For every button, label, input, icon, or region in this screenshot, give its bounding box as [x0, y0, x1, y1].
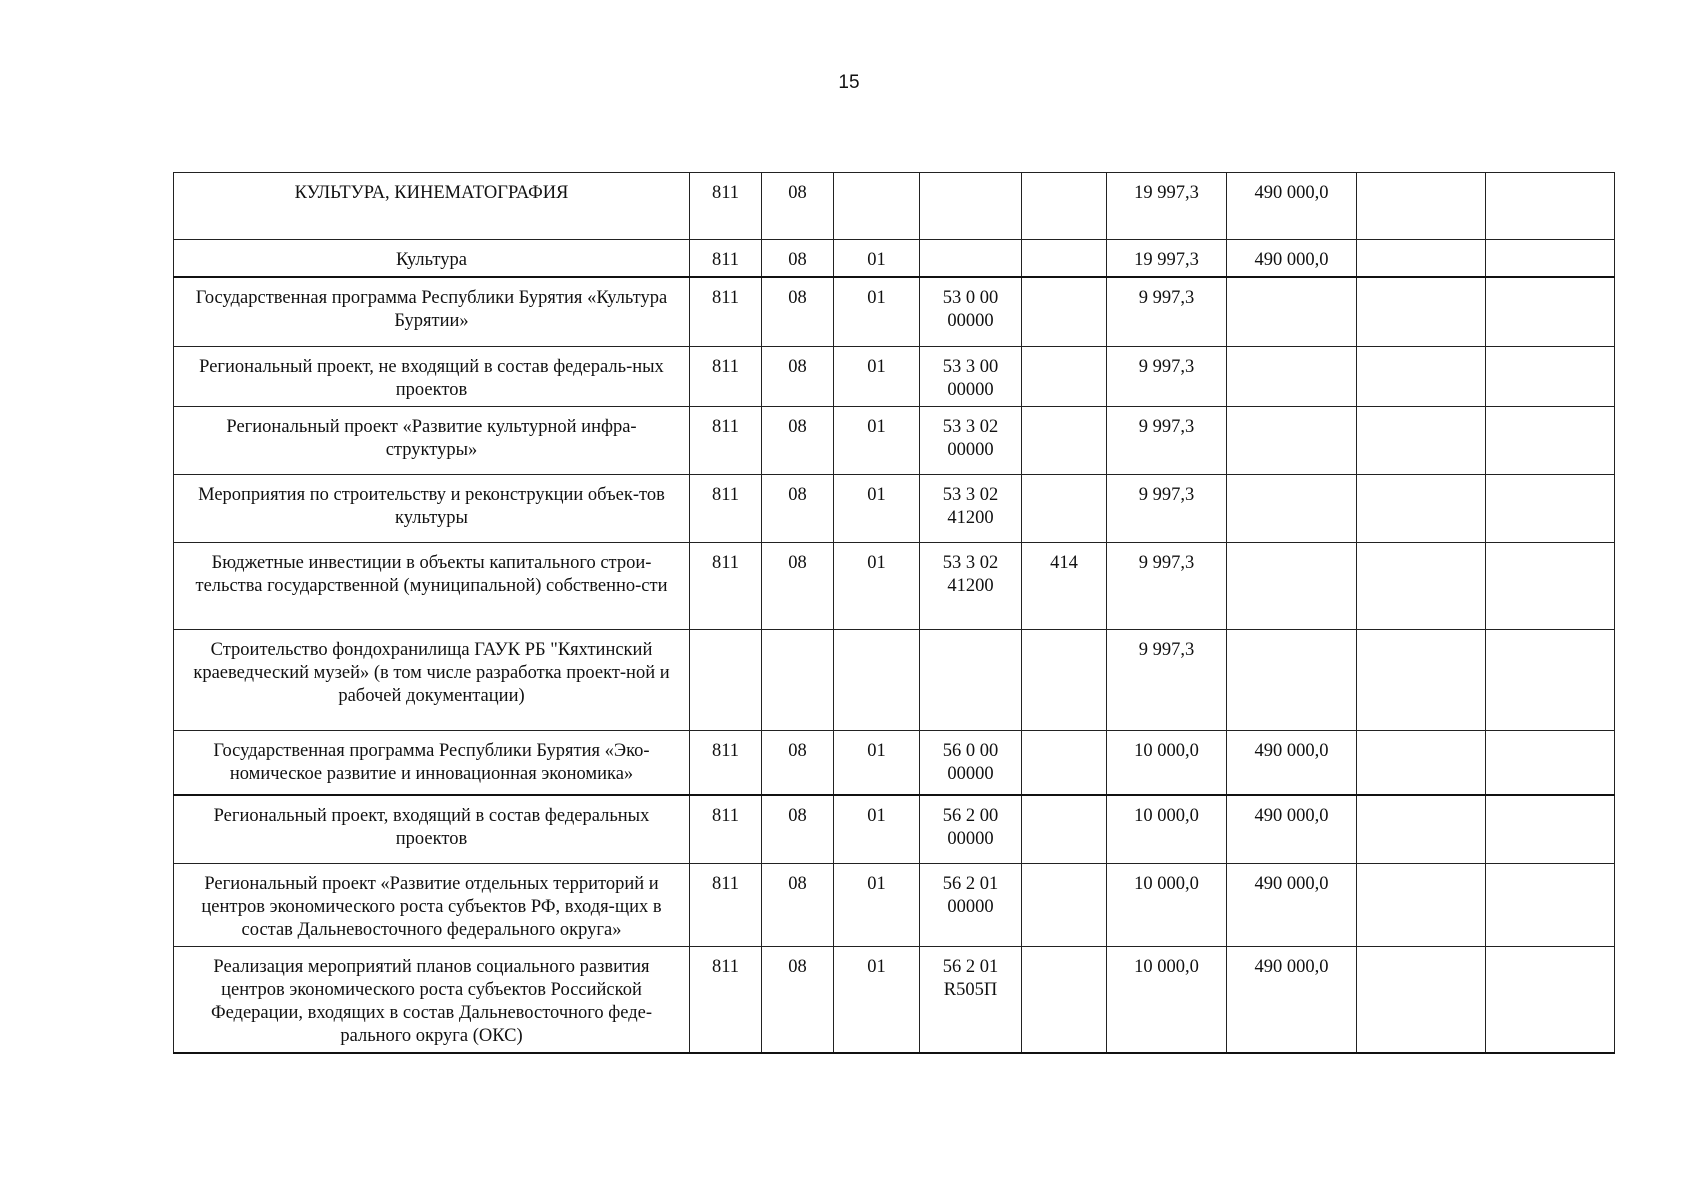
- row-name: Государственная программа Республики Бурятия «Эко-номическое развитие и инновационная экономика»: [174, 730, 690, 795]
- sum-1: 10 000,0: [1107, 730, 1227, 795]
- budget-table: [173, 172, 1615, 1054]
- subsection-code: 01: [834, 946, 920, 1053]
- ministry-code: 811: [690, 542, 762, 629]
- table-row: [174, 863, 1615, 946]
- target-code: 53 3 00 00000: [920, 346, 1022, 406]
- subsection-code: [834, 173, 920, 240]
- sum-4: [1486, 946, 1615, 1053]
- sum-1: 9 997,3: [1107, 629, 1227, 730]
- table-row: [174, 240, 1615, 278]
- expense-type-code: [1022, 406, 1107, 474]
- subsection-code: [834, 629, 920, 730]
- section-code: 08: [762, 346, 834, 406]
- target-code: [920, 240, 1022, 278]
- sum-3: [1357, 542, 1486, 629]
- sum-4: [1486, 629, 1615, 730]
- sum-2: [1227, 277, 1357, 346]
- section-code: 08: [762, 240, 834, 278]
- sum-2: 490 000,0: [1227, 946, 1357, 1053]
- sum-1: 9 997,3: [1107, 346, 1227, 406]
- sum-2: [1227, 346, 1357, 406]
- sum-3: [1357, 277, 1486, 346]
- sum-4: [1486, 240, 1615, 278]
- row-name: Региональный проект, входящий в состав федеральных проектов: [174, 795, 690, 863]
- sum-2: 490 000,0: [1227, 730, 1357, 795]
- sum-4: [1486, 173, 1615, 240]
- section-code: 08: [762, 542, 834, 629]
- expense-type-code: 414: [1022, 542, 1107, 629]
- target-code: 56 2 00 00000: [920, 795, 1022, 863]
- sum-4: [1486, 474, 1615, 542]
- page-number: 15: [838, 72, 860, 93]
- table-row: [174, 406, 1615, 474]
- sum-1: 19 997,3: [1107, 173, 1227, 240]
- expense-type-code: [1022, 240, 1107, 278]
- section-code: 08: [762, 173, 834, 240]
- ministry-code: 811: [690, 795, 762, 863]
- sum-1: 9 997,3: [1107, 542, 1227, 629]
- section-code: 08: [762, 863, 834, 946]
- target-code: 53 0 00 00000: [920, 277, 1022, 346]
- target-code: 56 0 00 00000: [920, 730, 1022, 795]
- sum-3: [1357, 346, 1486, 406]
- sum-3: [1357, 946, 1486, 1053]
- sum-2: [1227, 542, 1357, 629]
- row-name: Государственная программа Республики Бурятия «Культура Бурятии»: [174, 277, 690, 346]
- target-code: 53 3 02 41200: [920, 474, 1022, 542]
- ministry-code: 811: [690, 406, 762, 474]
- table-row: [174, 946, 1615, 1053]
- table-row: [174, 173, 1615, 240]
- expense-type-code: [1022, 730, 1107, 795]
- subsection-code: 01: [834, 277, 920, 346]
- sum-2: [1227, 406, 1357, 474]
- sum-3: [1357, 240, 1486, 278]
- row-name: Культура: [174, 240, 690, 278]
- subsection-code: 01: [834, 474, 920, 542]
- sum-2: [1227, 629, 1357, 730]
- target-code: 53 3 02 00000: [920, 406, 1022, 474]
- section-code: 08: [762, 795, 834, 863]
- row-name: Мероприятия по строительству и реконструкции объек-тов культуры: [174, 474, 690, 542]
- ministry-code: 811: [690, 730, 762, 795]
- table-row: [174, 277, 1615, 346]
- subsection-code: 01: [834, 346, 920, 406]
- expense-type-code: [1022, 474, 1107, 542]
- row-name: Строительство фондохранилища ГАУК РБ "Кяхтинский краеведческий музей» (в том числе разработка проект-ной и рабочей документации): [174, 629, 690, 730]
- expense-type-code: [1022, 277, 1107, 346]
- sum-2: 490 000,0: [1227, 863, 1357, 946]
- subsection-code: 01: [834, 795, 920, 863]
- table-row: [174, 542, 1615, 629]
- sum-4: [1486, 795, 1615, 863]
- sum-3: [1357, 629, 1486, 730]
- sum-3: [1357, 474, 1486, 542]
- ministry-code: 811: [690, 346, 762, 406]
- target-code: 56 2 01 00000: [920, 863, 1022, 946]
- table-row: [174, 346, 1615, 406]
- expense-type-code: [1022, 346, 1107, 406]
- sum-3: [1357, 730, 1486, 795]
- row-name: Региональный проект «Развитие отдельных территорий и центров экономического роста субъектов РФ, входя-щих в состав Дальневосточного федерального округа»: [174, 863, 690, 946]
- section-code: 08: [762, 730, 834, 795]
- table-row: [174, 629, 1615, 730]
- sum-4: [1486, 406, 1615, 474]
- row-name: КУЛЬТУРА, КИНЕМАТОГРАФИЯ: [174, 173, 690, 240]
- sum-4: [1486, 730, 1615, 795]
- target-code: 56 2 01 R505П: [920, 946, 1022, 1053]
- sum-4: [1486, 863, 1615, 946]
- row-name: Региональный проект «Развитие культурной инфра-структуры»: [174, 406, 690, 474]
- table-row: [174, 795, 1615, 863]
- expense-type-code: [1022, 863, 1107, 946]
- section-code: [762, 629, 834, 730]
- expense-type-code: [1022, 795, 1107, 863]
- section-code: 08: [762, 406, 834, 474]
- sum-1: 10 000,0: [1107, 863, 1227, 946]
- target-code: [920, 173, 1022, 240]
- table-row: [174, 474, 1615, 542]
- ministry-code: 811: [690, 277, 762, 346]
- ministry-code: 811: [690, 474, 762, 542]
- sum-3: [1357, 863, 1486, 946]
- expense-type-code: [1022, 629, 1107, 730]
- ministry-code: 811: [690, 240, 762, 278]
- sum-3: [1357, 795, 1486, 863]
- ministry-code: 811: [690, 173, 762, 240]
- subsection-code: 01: [834, 863, 920, 946]
- sum-3: [1357, 173, 1486, 240]
- row-name: Бюджетные инвестиции в объекты капитального строи-тельства государственной (муниципальной) собственно-сти: [174, 542, 690, 629]
- target-code: 53 3 02 41200: [920, 542, 1022, 629]
- subsection-code: 01: [834, 406, 920, 474]
- sum-1: 9 997,3: [1107, 406, 1227, 474]
- row-name: Реализация мероприятий планов социального развития центров экономического роста субъектов Российской Федерации, входящих в состав Дальневосточного феде-рального округа (ОКС): [174, 946, 690, 1053]
- subsection-code: 01: [834, 240, 920, 278]
- sum-4: [1486, 542, 1615, 629]
- ministry-code: 811: [690, 946, 762, 1053]
- expense-type-code: [1022, 946, 1107, 1053]
- subsection-code: 01: [834, 542, 920, 629]
- section-code: 08: [762, 277, 834, 346]
- ministry-code: 811: [690, 863, 762, 946]
- sum-1: 19 997,3: [1107, 240, 1227, 278]
- subsection-code: 01: [834, 730, 920, 795]
- sum-2: 490 000,0: [1227, 240, 1357, 278]
- ministry-code: [690, 629, 762, 730]
- table-row: [174, 730, 1615, 795]
- sum-4: [1486, 277, 1615, 346]
- sum-3: [1357, 406, 1486, 474]
- row-name: Региональный проект, не входящий в состав федераль-ных проектов: [174, 346, 690, 406]
- sum-1: 10 000,0: [1107, 946, 1227, 1053]
- target-code: [920, 629, 1022, 730]
- expense-type-code: [1022, 173, 1107, 240]
- sum-4: [1486, 346, 1615, 406]
- sum-2: 490 000,0: [1227, 795, 1357, 863]
- sum-1: 9 997,3: [1107, 474, 1227, 542]
- sum-2: [1227, 474, 1357, 542]
- sum-1: 9 997,3: [1107, 277, 1227, 346]
- sum-2: 490 000,0: [1227, 173, 1357, 240]
- section-code: 08: [762, 474, 834, 542]
- sum-1: 10 000,0: [1107, 795, 1227, 863]
- section-code: 08: [762, 946, 834, 1053]
